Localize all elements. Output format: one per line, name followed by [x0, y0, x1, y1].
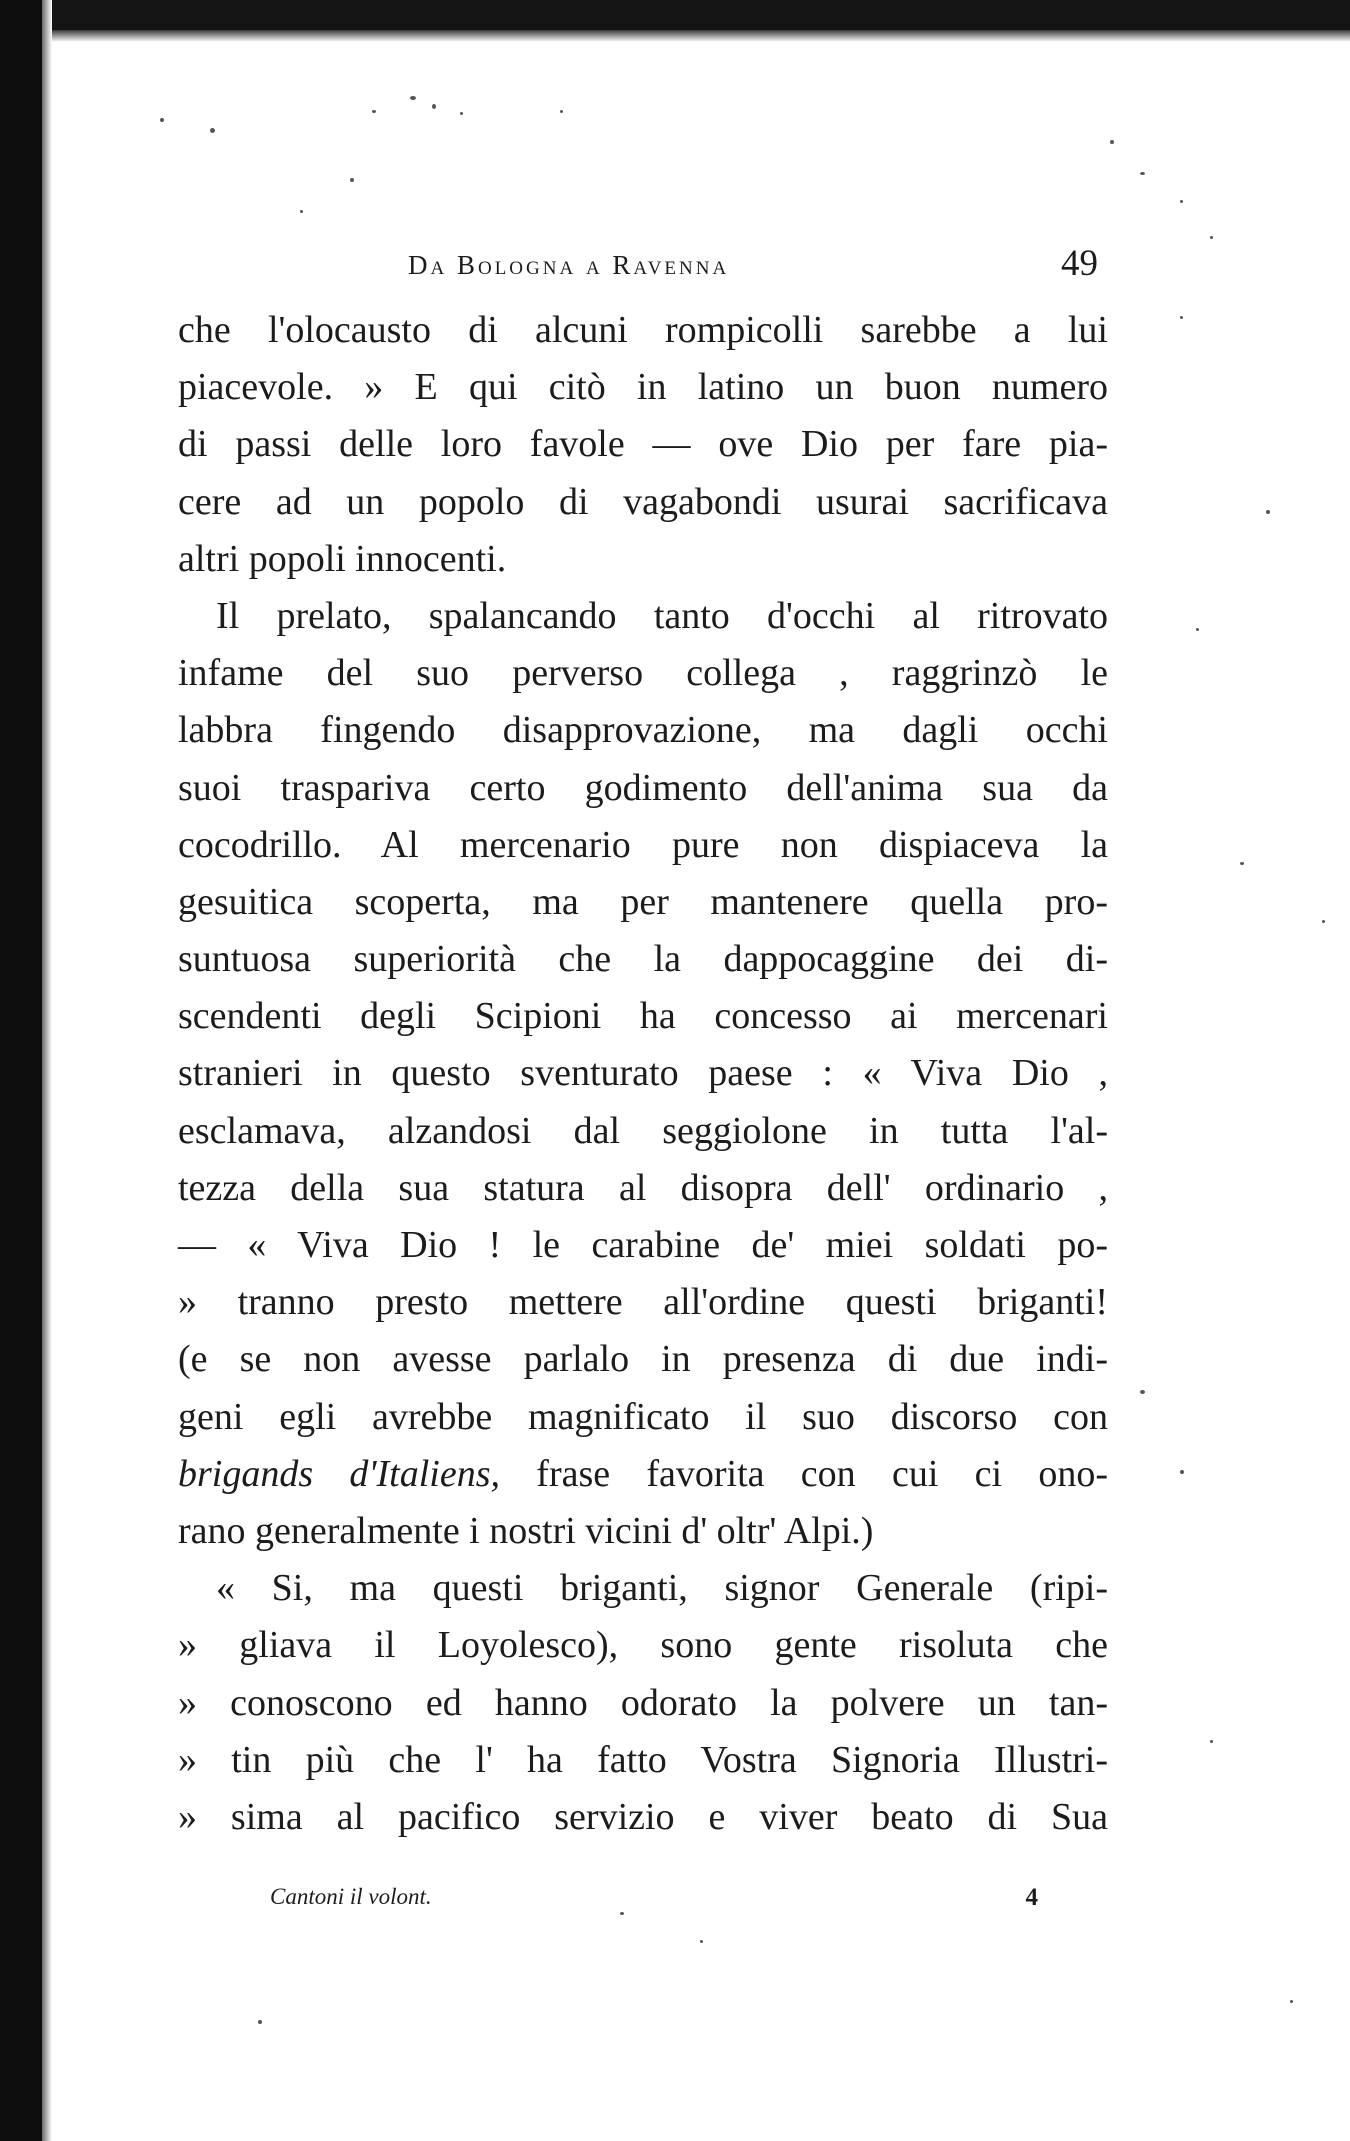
page-number: 49 — [1061, 243, 1098, 284]
sheet-number: 4 — [1025, 1884, 1038, 1911]
text-line: suoi traspariva certo godimento dell'anima sua da — [178, 766, 1108, 809]
text-line: cere ad un popolo di vagabondi usurai sacrificava — [178, 480, 1108, 523]
text-line: » sima al pacifico servizio e viver beato di Sua — [178, 1795, 1108, 1838]
text-line: « Si, ma questi briganti, signor Generale (ripi- — [216, 1567, 1108, 1610]
text-line: esclamava, alzandosi dal seggiolone in tutta l'al- — [178, 1109, 1108, 1152]
text-line: Il prelato, spalancando tanto d'occhi al ritrovato — [216, 594, 1108, 637]
running-head — [178, 243, 1108, 286]
text-line: » conoscono ed hanno odorato la polvere un tan- — [178, 1681, 1108, 1724]
scan-top-border-fade — [0, 30, 1350, 42]
text-line: suntuosa superiorità che la dappocaggine dei di- — [178, 938, 1108, 981]
text-line — [178, 1446, 1108, 1503]
scan-top-border — [0, 0, 1350, 34]
text-line: gesuitica scoperta, ma per mantenere quella pro- — [178, 880, 1108, 923]
text-line: » tranno presto mettere all'ordine questi briganti! — [178, 1281, 1108, 1324]
text-line: stranieri in questo sventurato paese : « Viva Dio , — [178, 1052, 1108, 1095]
text-line: scendenti degli Scipioni ha concesso ai mercenari — [178, 995, 1108, 1038]
text-line: rano generalmente i nostri vicini d' oltr' Alpi.) — [178, 1509, 874, 1552]
text-line: labbra fingendo disapprovazione, ma dagli occhi — [178, 709, 1108, 752]
text-line: (e se non avesse parlalo in presenza di due indi- — [178, 1338, 1108, 1381]
signature-mark: Cantoni il volont. — [270, 1884, 432, 1909]
text-line: che l'olocausto di alcuni rompicolli sarebbe a lui — [178, 309, 1108, 351]
text-line: tezza della sua statura al disopra dell' ordinario , — [178, 1166, 1108, 1209]
text-line: » gliava il Loyolesco), sono gente risoluta che — [178, 1624, 1108, 1667]
italic-phrase: brigands d'Italiens, — [178, 1452, 501, 1495]
running-head-title: Da Bologna a Ravenna — [408, 250, 730, 280]
text-line: cocodrillo. Al mercenario pure non dispiaceva la — [178, 823, 1108, 866]
text-line: altri popoli innocenti. — [178, 537, 507, 580]
page-footer — [178, 1884, 1108, 1918]
text-line: — « Viva Dio ! le carabine de' miei soldati po- — [178, 1224, 1108, 1266]
text-line: geni egli avrebbe magnificato il suo discorso con — [178, 1395, 1108, 1438]
text-line: di passi delle loro favole — ove Dio per fare pia- — [178, 423, 1108, 466]
text-line-rest: frase favorita con cui ci ono- — [500, 1452, 1108, 1495]
body-text — [178, 302, 1108, 1846]
text-line: infame del suo perverso collega , raggrinzò le — [178, 652, 1108, 695]
scan-binding-edge — [0, 0, 42, 2141]
scan-binding-edge-fade — [42, 0, 52, 2141]
text-line: » tin più che l' ha fatto Vostra Signoria Illustri- — [178, 1738, 1108, 1781]
text-line: piacevole. » E qui citò in latino un buon numero — [178, 366, 1108, 409]
